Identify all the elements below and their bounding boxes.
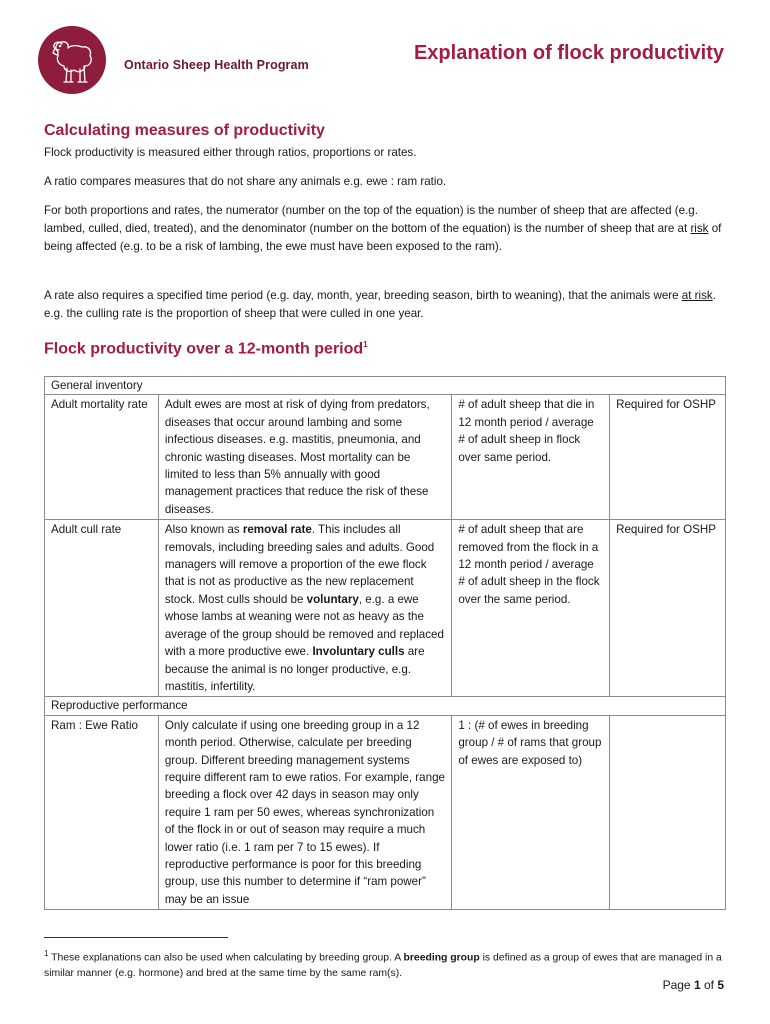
paragraph-proportions bbox=[44, 202, 726, 256]
p3-text-b: of being affected (e.g. to be a risk of lambing, the ewe must have been exposed to the ram). bbox=[44, 222, 722, 253]
footnote-text-c: is defined as a group of ewes that are managed in a similar manner (e.g. hormone) and bred at the same time by the same ram(s). bbox=[44, 952, 722, 980]
cull-desc-g: are because the animal is no longer productive, e.g. mastitis, infertility. bbox=[164, 645, 425, 693]
page-total: 5 bbox=[717, 978, 724, 992]
organization-name: Ontario Sheep Health Program bbox=[124, 58, 309, 72]
row-required-mortality: Required for OSHP bbox=[610, 395, 726, 520]
row-required-ram-ewe bbox=[610, 715, 726, 909]
footnote-mark: 1 bbox=[44, 949, 49, 958]
page-label: Page bbox=[662, 978, 694, 992]
cull-desc-e: , e.g. a ewe whose lambs at weaning were not as heavy as the average of the group should be removed and replaced with a more productive ewe. bbox=[164, 592, 444, 659]
productivity-table bbox=[44, 376, 726, 910]
row-name-ram-ewe: Ram : Ewe Ratio bbox=[45, 715, 159, 909]
footnote-text-a: These explanations can also be used when calculating by breeding group. A bbox=[48, 952, 404, 964]
cull-desc-bold-voluntary: voluntary bbox=[306, 592, 359, 606]
group-header-reproductive: Reproductive performance bbox=[45, 697, 726, 715]
footnote-reference: 1 bbox=[363, 340, 368, 349]
cull-desc-c: . This includes all removals, including breeding sales and adults. Good managers will remove a proportion of the ewe flock that is not as productive as the new replacement stock. Most culls should be bbox=[164, 523, 435, 606]
table-row bbox=[45, 395, 726, 520]
row-desc-cull bbox=[158, 520, 452, 697]
cull-desc-bold-involuntary: Involuntary culls bbox=[312, 645, 405, 659]
cull-desc-bold-removal-rate: removal rate bbox=[242, 523, 312, 537]
footnote-divider bbox=[44, 937, 228, 938]
page-current: 1 bbox=[693, 978, 701, 992]
row-desc-ram-ewe: Only calculate if using one breeding group in a 12 month period. Otherwise, calculate per breeding group. Different breeding management systems require different ram to ewe ratios. For example, range breeding a flock over 42 days in season may only require 1 ram per 50 ewes, whereas synchronization of the flock in or out of season may require a much lower ratio (i.e. 1 ram per 7 to 15 ewes). If reproductive performance is poor for this breeding group, use this number to determine if “ram power” may be an issue bbox=[158, 715, 452, 909]
sheep-logo bbox=[38, 26, 106, 94]
row-name-mortality: Adult mortality rate bbox=[45, 395, 159, 520]
paragraph-rate bbox=[44, 287, 726, 323]
cull-desc-a: Also known as bbox=[164, 523, 243, 537]
sheep-icon bbox=[38, 26, 106, 94]
row-required-cull: Required for OSHP bbox=[610, 520, 726, 697]
row-formula-ram-ewe: 1 : (# of ewes in breeding group / # of rams that group of ewes are exposed to) bbox=[452, 715, 610, 909]
footnote-bold-breeding-group: breeding group bbox=[403, 952, 480, 964]
page-number bbox=[663, 978, 724, 992]
p4-underlined: at risk bbox=[681, 289, 713, 302]
paragraph-ratio: A ratio compares measures that do not share any animals e.g. ewe : ram ratio. bbox=[44, 175, 447, 188]
footnote bbox=[44, 946, 726, 982]
section-heading-12-month bbox=[44, 340, 726, 358]
section2-heading-text: Flock productivity over a 12-month period bbox=[44, 340, 364, 358]
row-formula-mortality: # of adult sheep that die in 12 month period / average # of adult sheep in flock over same period. bbox=[452, 395, 610, 520]
p3-underlined: risk bbox=[690, 222, 709, 235]
group-header-general-inventory: General inventory bbox=[45, 377, 726, 395]
row-desc-mortality: Adult ewes are most at risk of dying from predators, diseases that occur around lambing and some infectious diseases. e.g. mastitis, pneumonia, and chronic wasting diseases. Most mortality can be limited to less than 5% annually with good management practices that reduce the risk of these diseases. bbox=[158, 395, 452, 520]
p4-text-a: A rate also requires a specified time period (e.g. day, month, year, breeding season, birth to weaning), that the animals were bbox=[44, 289, 682, 302]
document-title: Explanation of flock productivity bbox=[413, 42, 724, 64]
row-formula-cull: # of adult sheep that are removed from the flock in a 12 month period / average # of adult sheep in the flock over the same period. bbox=[452, 520, 610, 697]
row-name-cull: Adult cull rate bbox=[45, 520, 159, 697]
table-row bbox=[45, 520, 726, 697]
paragraph-intro: Flock productivity is measured either through ratios, proportions or rates. bbox=[44, 146, 417, 159]
p4-text-b: . e.g. the culling rate is the proportion of sheep that were culled in one year. bbox=[44, 289, 716, 320]
page-of: of bbox=[700, 978, 718, 992]
p3-text-a: For both proportions and rates, the numerator (number on the top of the equation) is the number of sheep that are affected (e.g. lambed, culled, died, treated), and the denominator (number on the bottom of the equation) is the number of sheep that are at bbox=[44, 204, 698, 235]
section-heading-calculating: Calculating measures of productivity bbox=[44, 122, 325, 139]
table-row bbox=[45, 715, 726, 909]
